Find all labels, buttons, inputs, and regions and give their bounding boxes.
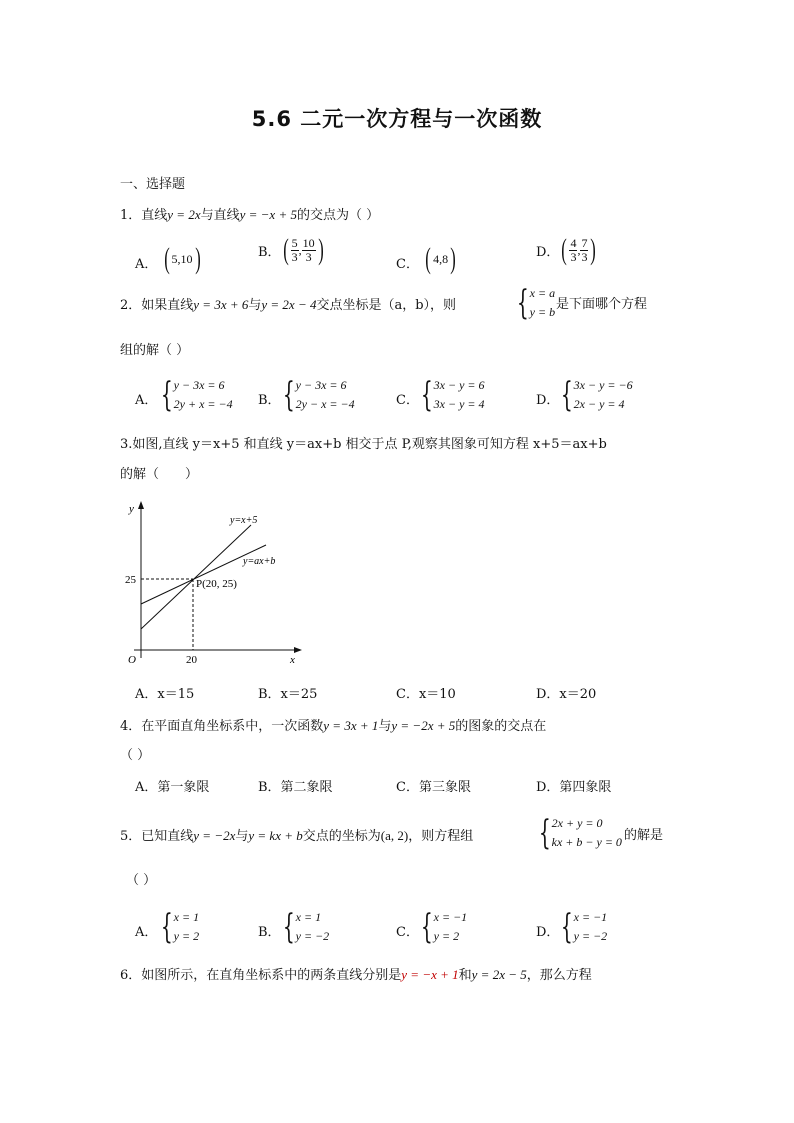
q1-eq1: y = 2x <box>167 207 201 222</box>
q4-stem-line2: （ ） <box>120 748 151 763</box>
line2-label: y=ax+b <box>243 556 276 567</box>
x-axis-label: x <box>290 654 295 666</box>
x-tick-label: 20 <box>186 654 197 666</box>
q2-option-d-label: D． <box>536 393 560 408</box>
q1-option-a: A． ( 5,10 ) <box>135 242 201 275</box>
line-y-x-plus-5 <box>141 525 251 629</box>
q5-stem-system: { 2x + y = 0 kx + b − y = 0 <box>538 813 622 853</box>
page-title: 5.6 二元一次方程与一次函数 <box>251 107 543 131</box>
x-axis-arrow-icon <box>294 647 302 653</box>
q5-stem: 5．已知直线y = −2x与y = kx + b交点的坐标为(a, 2)，则方程组 <box>120 828 474 844</box>
q1-option-b: B． ( $\frac{5}{3}$ , $\frac{10}{3}$ ) <box>258 233 324 266</box>
q2-option-a-label: A． <box>135 393 158 408</box>
q2-stem-line2: 组的解（ ） <box>120 343 190 358</box>
q3-option-d: D．x＝20 <box>536 687 597 702</box>
q2-option-d: { 3x − y = −6 2x − y = 4 <box>560 375 633 415</box>
q2-option-c: { 3x − y = 6 3x − y = 4 <box>420 375 485 415</box>
point-p-label: P(20, 25) <box>196 578 237 590</box>
section-heading: 一、选择题 <box>120 177 186 192</box>
q4-option-a: A．第一象限 <box>135 780 210 795</box>
q5-option-d: { x = −1 y = −2 <box>560 907 608 947</box>
line1-label: y=x+5 <box>230 515 258 526</box>
q5-stem-end: 的解是 <box>624 828 664 843</box>
y-axis-label: y <box>129 503 134 515</box>
line-y-ax-plus-b <box>141 545 266 604</box>
q2-stem-system: { x = a y = b <box>516 283 556 323</box>
q5-option-a: { x = 1 y = 2 <box>160 907 200 947</box>
q3-option-c: C．x＝10 <box>396 687 456 702</box>
q6-eq1-highlight: y = −x + 1 <box>401 967 459 982</box>
q3-option-a: A．x＝15 <box>135 687 195 702</box>
q2-option-c-label: C． <box>396 393 419 408</box>
q5-option-b: { x = 1 y = −2 <box>282 907 330 947</box>
q6-stem: 6．如图所示，在直角坐标系中的两条直线分别是y = −x + 1和y = 2x − 5，那么方程 <box>120 967 592 983</box>
q1-eq2: y = −x + 5 <box>239 207 297 222</box>
q3-stem: 3.如图,直线 y＝x+5 和直线 y＝ax+b 相交于点 P,观察其图象可知方程 x+5＝ax+b <box>120 437 607 452</box>
q1-stem: 1．直线y = 2x与直线y = −x + 5的交点为（ ） <box>120 207 380 223</box>
q4-stem: 4．在平面直角坐标系中，一次函数y = 3x + 1与y = −2x + 5的图象的交点在 <box>120 718 547 734</box>
q1-option-d: D． ( $\frac{4}{3}$ , $\frac{7}{3}$ ) <box>536 233 597 266</box>
origin-label: O <box>128 654 136 666</box>
q2-stem: 2．如果直线y = 3x + 6与y = 2x − 4交点坐标是（a，b），则 <box>120 297 457 313</box>
q1-option-c: C． ( 4,8 ) <box>396 242 456 275</box>
q2-option-a: { y − 3x = 6 2y + x = −4 <box>160 375 233 415</box>
q2-option-b: { y − 3x = 6 2y − x = −4 <box>282 375 355 415</box>
y-axis-arrow-icon <box>138 501 144 509</box>
q5-option-a-label: A． <box>135 925 158 940</box>
q5-stem-line2: （ ） <box>126 873 157 888</box>
q2-option-b-label: B． <box>258 393 281 408</box>
q5-option-d-label: D． <box>536 925 560 940</box>
q5-option-b-label: B． <box>258 925 281 940</box>
y-tick-label: 25 <box>125 574 136 586</box>
q4-option-c: C．第三象限 <box>396 780 471 795</box>
q4-option-b: B．第二象限 <box>258 780 333 795</box>
q4-option-d: D．第四象限 <box>536 780 612 795</box>
q5-option-c: { x = −1 y = 2 <box>420 907 468 947</box>
q3-stem-line2: 的解（ ） <box>120 467 199 482</box>
q2-stem-end: 是下面哪个方程 <box>556 297 648 312</box>
q3-graph <box>120 495 310 670</box>
q5-option-c-label: C． <box>396 925 419 940</box>
q3-option-b: B．x＝25 <box>258 687 318 702</box>
